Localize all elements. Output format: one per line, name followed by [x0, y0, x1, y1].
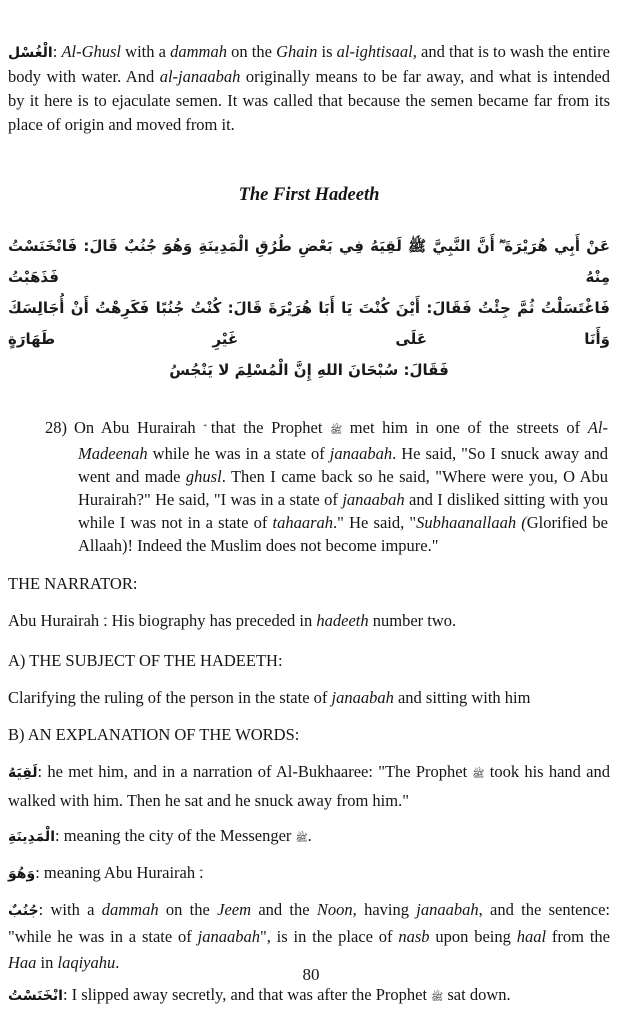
- word-entry-inkhanastu: انْخَنَسْتُ: I slipped away secretly, and that was after the Prophet ﷺ sat down.: [8, 985, 511, 1004]
- word-entry-junub: جُنُبٌ: with a dammah on the Jeem and the Noon, having janaabah, and the sentence: "while he was in a state of janaabah", is in the place of nasb upon being haal from the Haa in laqiyahu.: [8, 900, 610, 972]
- hadeeth-number-marker: 28): [45, 418, 67, 437]
- subject-paragraph: Clarifying the ruling of the person in the state of janaabah and sitting with him: [8, 688, 531, 707]
- arabic-hadeeth-line-1: عَنْ أَبِي هُرَيْرَةَ ؓ أَنَّ النَّبِيَّ ﷺ لَقِيَهُ فِي بَعْضِ طُرُقِ الْمَدِينَةِ وَهُوَ جُنُبٌ قَالَ: فَانْخَنَسْتُ مِنْهُ فَذَهَبْتُ: [8, 237, 610, 286]
- hadeeth-28-paragraph: [45, 416, 608, 557]
- word-entry-wahuwa: وَهُوَ: meaning Abu Hurairah .: [8, 863, 204, 882]
- section-heading-subject: A) THE SUBJECT OF THE HADEETH:: [8, 651, 283, 670]
- section-heading-narrator: THE NARRATOR:: [8, 574, 138, 593]
- page-number: 80: [302, 965, 320, 984]
- narrator-paragraph: Abu Hurairah . His biography has preceded in hadeeth number two.: [8, 611, 457, 630]
- hadeeth-28-text: On Abu Hurairah that the Prophet ﷺ met him in one of the streets of Al-Madeenah while he was in a state of janaabah. He said, "So I snuck away and went and made ghusl. Then I came back so he said, "Where were you, O Abu Hurairah?" He said, "I was in a state of janaabah and I disliked sitting with you while I was not in a state of tahaarah." He said, "Subhaanallaah (Glorified be Allaah)! Indeed the Muslim does not become impure.": [74, 418, 609, 555]
- hadeeth-heading: The First Hadeeth: [238, 185, 380, 205]
- arabic-hadeeth-line-2: فَاغْتَسَلْتُ ثُمَّ جِئْتُ فَقَالَ: أَيْنَ كُنْتَ يَا أَبَا هُرَيْرَةَ قَالَ: كُنْتُ جُنُبًا فَكَرِهْتُ أَنْ أُجَالِسَكَ وَأَنَا عَلَى غَيْرِ طَهَارَةٍ: [8, 299, 610, 348]
- word-entry-almadeenah: الْمَدِينَةِ: meaning the city of the Messenger ﷺ.: [8, 826, 312, 845]
- intro-paragraph: الْغُسْل: Al-Ghusl with a dammah on the Ghain is al-ightisaal, and that is to wash the entire body with water. And al-janaabah originally means to be far away, and what is intended by it here is to ejaculate semen. It was called that because the semen became far from its place of origin and moved from it.: [8, 42, 610, 134]
- word-entry-laqiyahu: لَقِيَهُ: he met him, and in a narration of Al-Bukhaaree: "The Prophet ﷺ took his hand and walked with him. Then he sat and he snuck away from him.": [8, 762, 610, 810]
- section-heading-explanation: B) AN EXPLANATION OF THE WORDS:: [8, 725, 300, 744]
- arabic-hadeeth-block: [8, 231, 610, 386]
- arabic-hadeeth-line-3: فَقَالَ: سُبْحَانَ اللهِ إِنَّ الْمُسْلِمَ لا يَنْجُسُ: [169, 361, 449, 379]
